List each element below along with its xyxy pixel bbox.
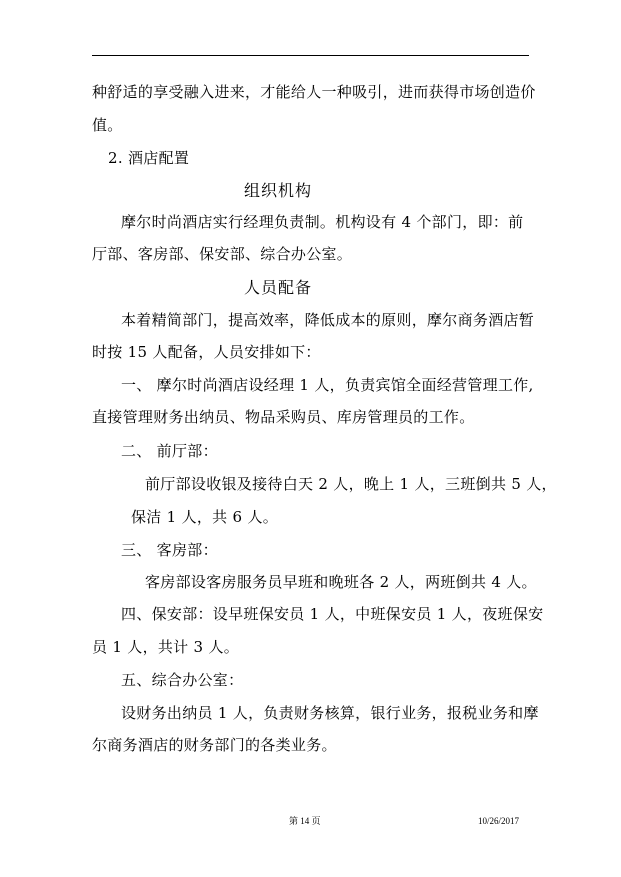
list-heading: 三、 客房部：	[121, 541, 218, 559]
header-rule	[92, 55, 529, 56]
body-text-line: 设财务出纳员 1 人，负责财务核算，银行业务，报税业务和摩	[121, 704, 539, 722]
body-text-line: 厅部、客房部、保安部、综合办公室。	[92, 245, 353, 263]
subsection-title: 人员配备	[244, 278, 313, 297]
body-text-line: 值。	[92, 116, 123, 134]
list-heading: 五、综合办公室：	[121, 671, 244, 689]
section-heading: 2. 酒店配置	[108, 149, 190, 167]
body-text-line: 客房部设客房服务员早班和晚班各 2 人，两班倒共 4 人。	[145, 573, 537, 591]
subsection-title: 组织机构	[244, 181, 313, 200]
body-text-line: 种舒适的享受融入进来，才能给人一种吸引，进而获得市场创造价	[92, 83, 536, 101]
footer-date: 10/26/2017	[478, 816, 520, 826]
body-text-line: 前厅部设收银及接待白天 2 人，晚上 1 人，三班倒共 5 人，	[145, 475, 557, 493]
body-text-line: 本着精简部门，提高效率，降低成本的原则，摩尔商务酒店暂	[121, 311, 535, 329]
body-text-line: 直接管理财务出纳员、物品采购员、库房管理员的工作。	[92, 408, 475, 426]
body-text-line: 保洁 1 人，共 6 人。	[131, 508, 279, 526]
body-text-line: 四、保安部：设早班保安员 1 人，中班保安员 1 人，夜班保安	[121, 605, 544, 623]
body-text-line: 尔商务酒店的财务部门的各类业务。	[92, 736, 337, 754]
body-text-line: 摩尔时尚酒店实行经理负责制。机构设有 4 个部门，即：前	[121, 213, 524, 231]
body-text-line: 员 1 人，共计 3 人。	[92, 638, 240, 656]
list-heading: 二、 前厅部：	[121, 442, 218, 460]
body-text-line: 时按 15 人配备，人员安排如下：	[92, 343, 321, 361]
page-number: 第 14 页	[289, 816, 321, 826]
body-text-line: 一、 摩尔时尚酒店设经理 1 人，负责宾馆全面经营管理工作,	[121, 376, 534, 394]
